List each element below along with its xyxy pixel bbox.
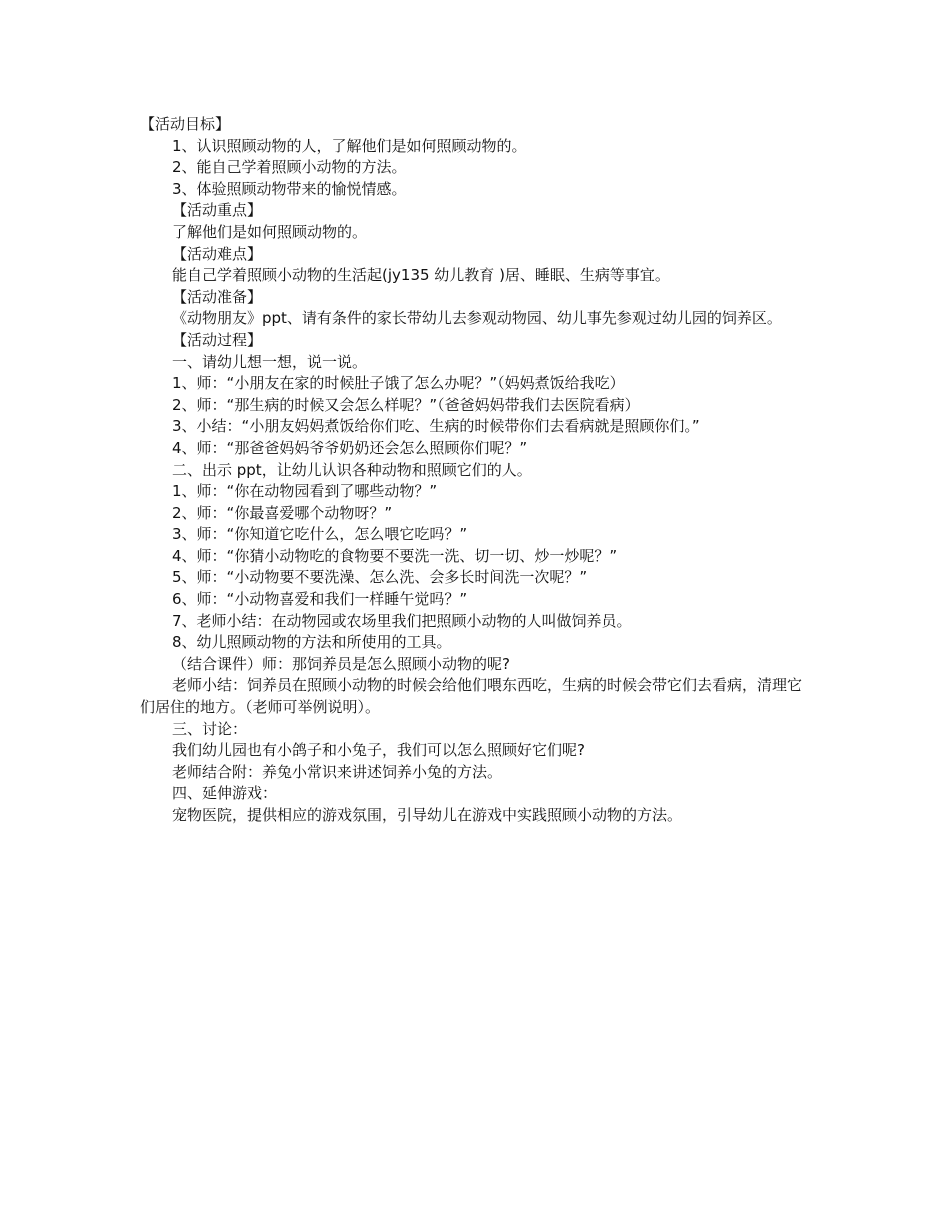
process-step-4: 四、延伸游戏： — [172, 784, 278, 803]
process-step-1: 一、请幼儿想一想，说一说。 — [172, 352, 368, 371]
goal-item-1: 1、认识照顾动物的人，了解他们是如何照顾动物的。 — [172, 136, 527, 155]
section-heading-focus: 【活动重点】 — [172, 201, 263, 220]
process-line: 1、师：“小朋友在家的时候肚子饿了怎么办呢？”（妈妈煮饭给我吃） — [172, 374, 625, 393]
process-line: 2、师：“你最喜爱哪个动物呀？” — [172, 503, 393, 522]
section-heading-difficulty: 【活动难点】 — [172, 244, 263, 263]
process-line: 5、师：“小动物要不要洗澡、怎么洗、会多长时间洗一次呢？” — [172, 568, 588, 587]
process-line: 6、师：“小动物喜爱和我们一样睡午觉吗？” — [172, 590, 468, 609]
process-step-3: 三、讨论： — [172, 719, 248, 738]
process-line: 8、幼儿照顾动物的方法和所使用的工具。 — [172, 633, 452, 652]
goal-item-3: 3、体验照顾动物带来的愉悦情感。 — [172, 179, 407, 198]
discussion-text: 老师结合附：养兔小常识来讲述饲养小兔的方法。 — [172, 762, 503, 781]
process-line: 7、老师小结：在动物园或农场里我们把照顾小动物的人叫做饲养员。 — [172, 611, 632, 630]
process-line: 1、师：“你在动物园看到了哪些动物？” — [172, 482, 438, 501]
focus-text: 了解他们是如何照顾动物的。 — [172, 222, 368, 241]
process-line: 3、小结：“小朋友妈妈煮饭给你们吃、生病的时候带你们去看病就是照顾你们。” — [172, 417, 700, 436]
game-text: 宠物医院，提供相应的游戏氛围，引导幼儿在游戏中实践照顾小动物的方法。 — [172, 806, 683, 824]
process-step-2: 二、出示 ppt，让幼儿认识各种动物和照顾它们的人。 — [172, 460, 532, 479]
process-line: 2、师：“那生病的时候又会怎么样呢？”（爸爸妈妈带我们去医院看病） — [172, 395, 640, 414]
summary-paragraph: 老师小结：饲养员在照顾小动物的时候会给他们喂东西吃，生病的时候会带它们去看病，清理它们居住的地方。（老师可举例说明）。 — [140, 676, 803, 717]
difficulty-text: 能自己学着照顾小动物的生活起(jy135 幼儿教育 )居、睡眠、生病等事宜。 — [172, 266, 670, 285]
goal-item-2: 2、能自己学着照顾小动物的方法。 — [172, 158, 407, 177]
process-line: （结合课件）师：那饲养员是怎么照顾小动物的呢? — [172, 654, 510, 673]
section-heading-goals: 【活动目标】 — [140, 115, 231, 133]
preparation-paragraph: 《动物朋友》ppt、请有条件的家长带幼儿去参观动物园、幼儿事先参观过幼儿园的饲养区。 — [172, 309, 782, 328]
section-heading-process: 【活动过程】 — [172, 330, 263, 349]
process-line: 4、师：“你猜小动物吃的食物要不要洗一洗、切一切、炒一炒呢？” — [172, 546, 618, 565]
section-heading-preparation: 【活动准备】 — [172, 287, 263, 306]
discussion-text: 我们幼儿园也有小鸽子和小兔子，我们可以怎么照顾好它们呢? — [172, 741, 585, 760]
process-line: 3、师：“你知道它吃什么，怎么喂它吃吗？” — [172, 525, 468, 544]
document-page — [140, 114, 810, 827]
process-line: 4、师：“那爸爸妈妈爷爷奶奶还会怎么照顾你们呢？” — [172, 438, 528, 457]
